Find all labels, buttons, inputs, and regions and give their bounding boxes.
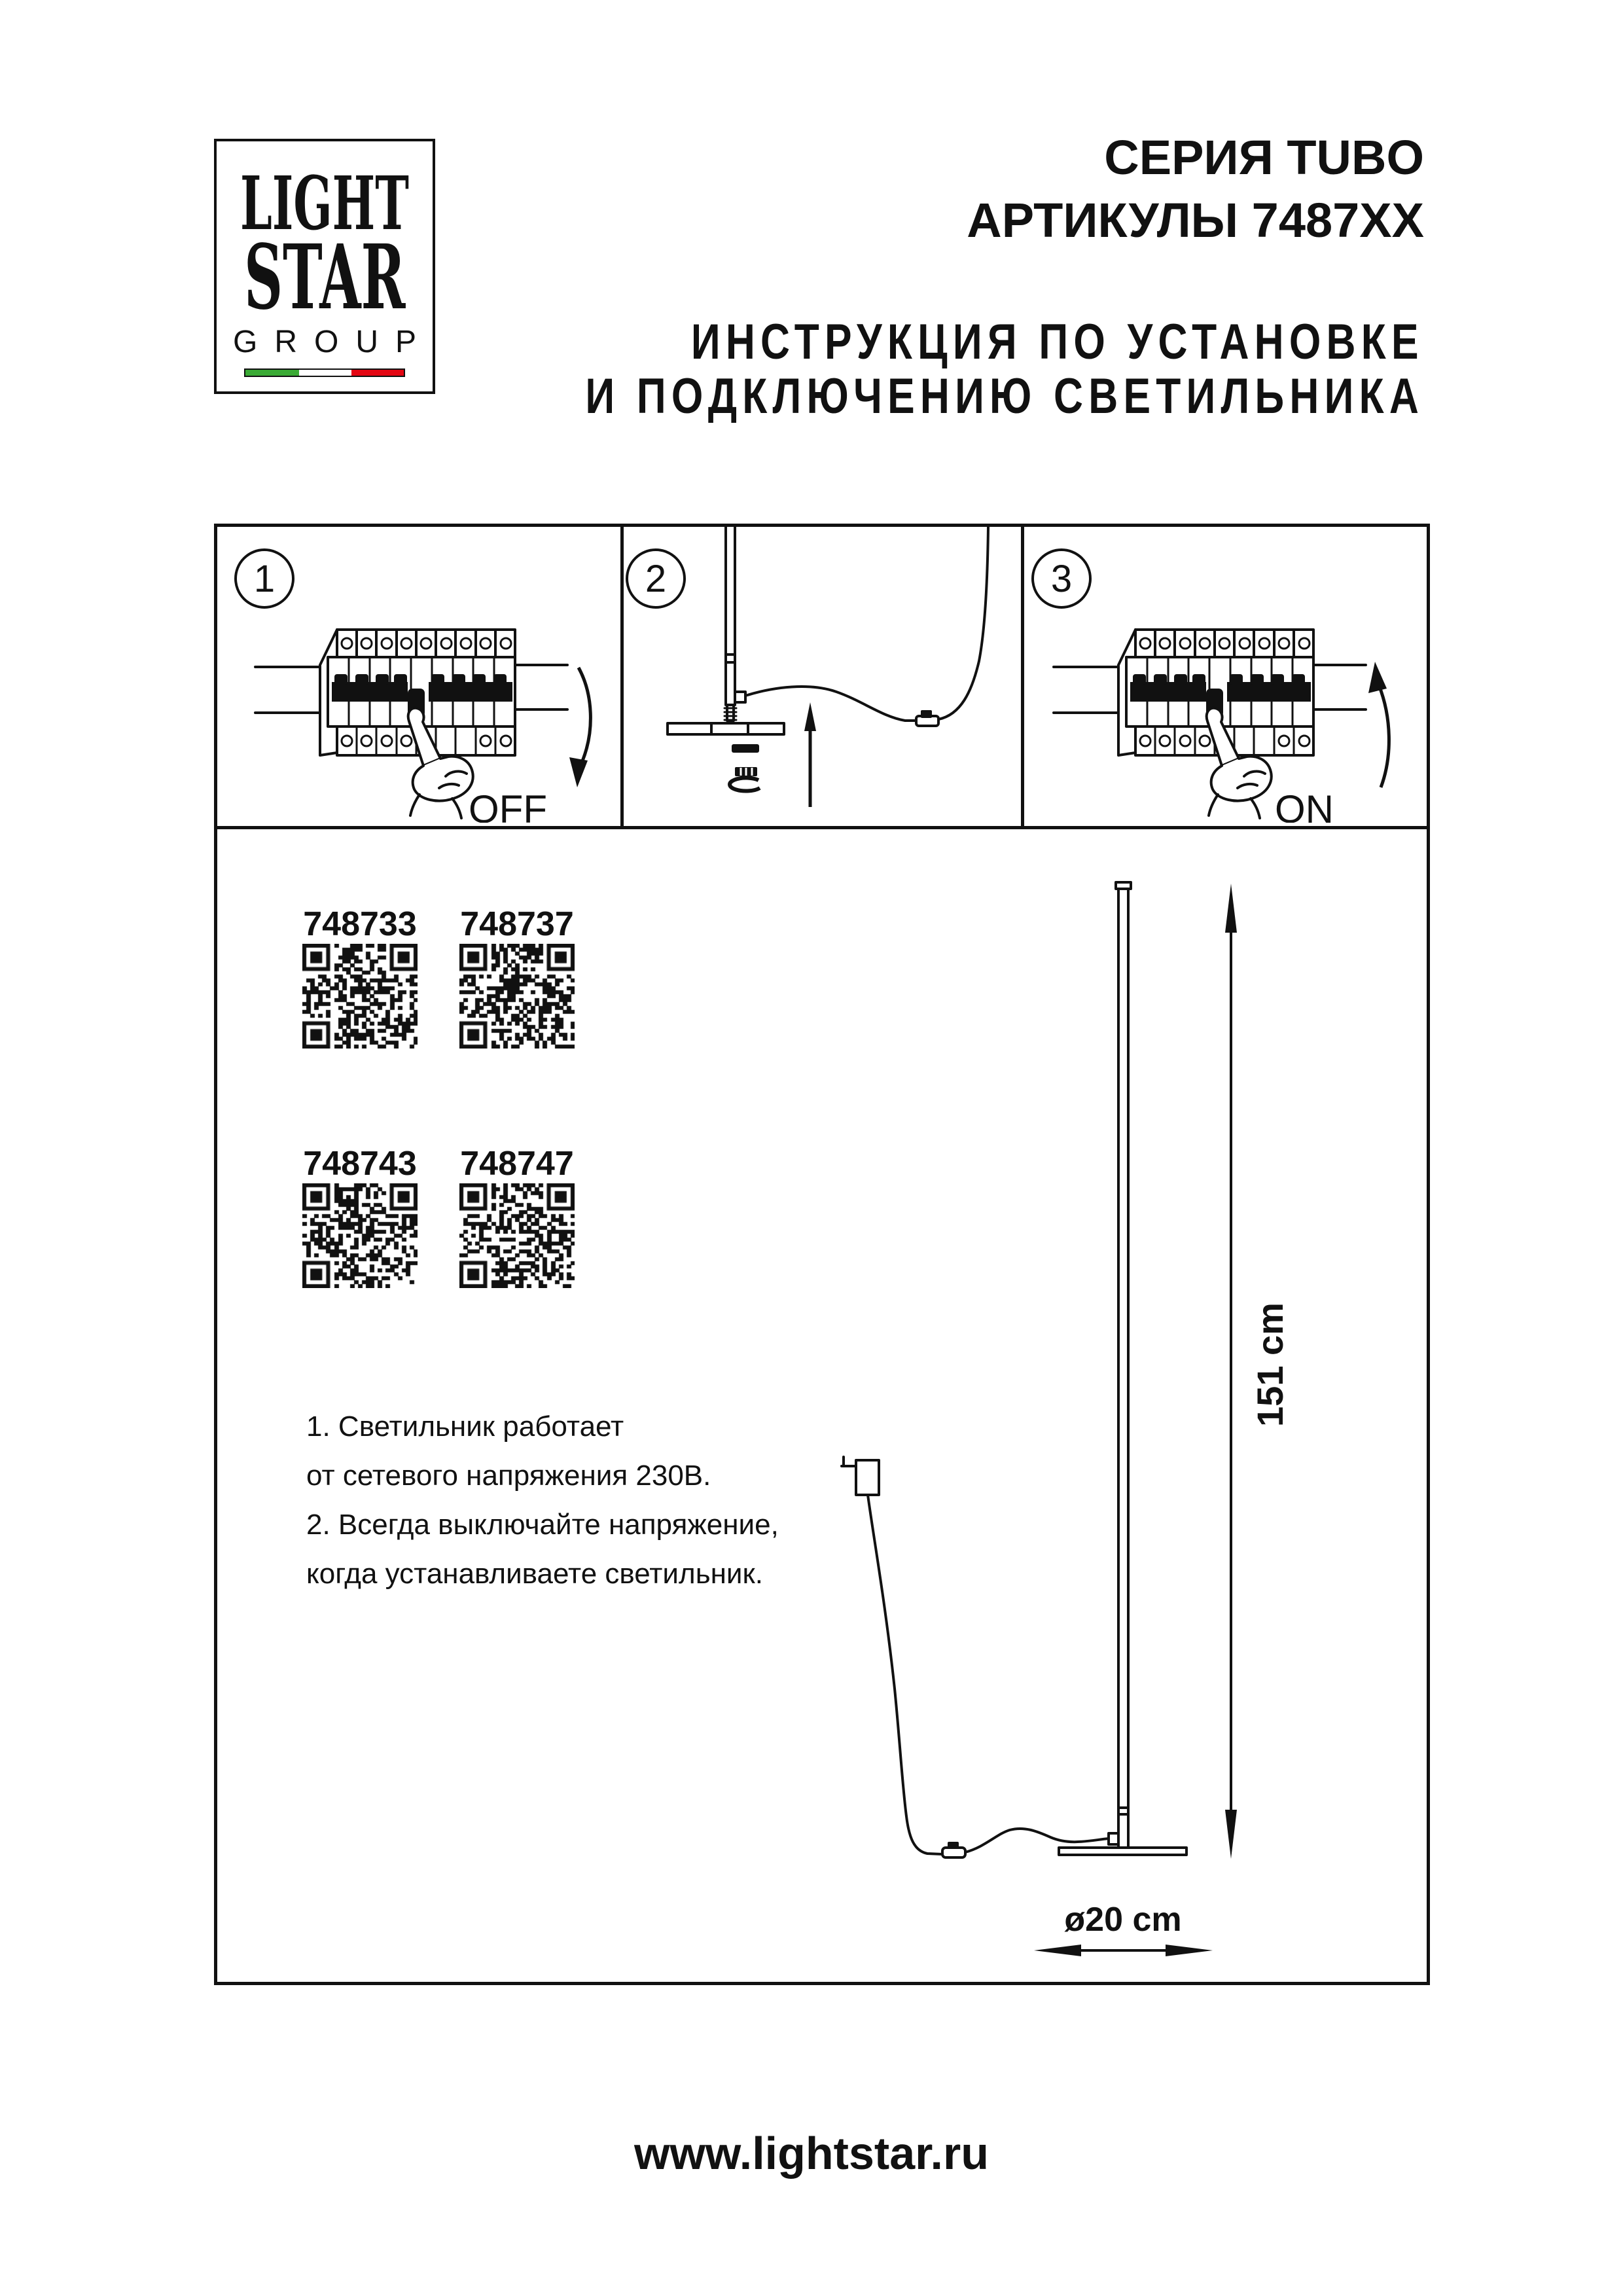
cord-connector xyxy=(1109,1833,1118,1844)
note-line-3: 2. Всегда выключайте напряжение, xyxy=(306,1509,779,1541)
logo-word-group: GROUP xyxy=(232,325,433,360)
step-3-breaker-on-illustration xyxy=(1024,527,1424,823)
qr-code-748733 xyxy=(302,944,418,1049)
floor-lamp-dimension-drawing xyxy=(821,870,1351,1957)
arrow-up-icon xyxy=(1379,685,1389,787)
plug xyxy=(856,1460,879,1495)
logo-word-light: LIGHT xyxy=(240,161,409,247)
dimension-arrow-right-icon xyxy=(1166,1945,1213,1956)
dimension-arrow-up-icon xyxy=(1225,884,1237,933)
article-code-748733: 748733 xyxy=(303,905,417,943)
safety-notes xyxy=(306,1402,779,1598)
mounting-nut xyxy=(732,744,759,753)
note-line-4: когда устанавливаете светильник. xyxy=(306,1558,763,1590)
base-plate xyxy=(1059,1848,1186,1855)
flag-green-stripe xyxy=(245,370,299,376)
arrow-up-icon xyxy=(804,702,816,731)
dimension-arrow-down-icon xyxy=(1225,1810,1237,1859)
series-title: СЕРИЯ TUBO xyxy=(1104,130,1424,185)
table-horizontal-divider xyxy=(214,826,1430,829)
step-2-assembly-illustration xyxy=(624,527,1018,823)
note-line-2: от сетевого напряжения 230В. xyxy=(306,1460,711,1492)
logo-word-star: STAR xyxy=(243,225,406,331)
article-code-748743: 748743 xyxy=(303,1145,417,1183)
step-1-breaker-off-illustration xyxy=(217,527,617,823)
flag-red-stripe xyxy=(351,370,404,376)
lamp-pole xyxy=(1118,889,1128,1848)
off-label: OFF xyxy=(469,787,547,823)
lightstar-logo xyxy=(214,139,435,394)
arrow-down-icon xyxy=(579,668,590,762)
step-1-badge: 1 xyxy=(234,548,294,609)
on-label: ON xyxy=(1275,787,1334,823)
instruction-title-line2: И ПОДКЛЮЧЕНИЮ СВЕТИЛЬНИКА xyxy=(585,368,1424,424)
qr-code-748743 xyxy=(302,1183,418,1288)
note-line-1: 1. Светильник работает xyxy=(306,1410,624,1443)
instruction-title-line1: ИНСТРУКЦИЯ ПО УСТАНОВКЕ xyxy=(691,314,1424,370)
article-code-748747: 748747 xyxy=(460,1145,574,1183)
diameter-dimension-label: ø20 cm xyxy=(1064,1901,1182,1939)
qr-code-748737 xyxy=(459,944,575,1049)
base-plate xyxy=(668,723,784,734)
dimension-arrow-left-icon xyxy=(1034,1945,1081,1956)
logo-italian-flag xyxy=(244,368,405,377)
step-2-badge: 2 xyxy=(626,548,686,609)
articles-title: АРТИКУЛЫ 7487XX xyxy=(967,193,1424,247)
step-3-badge: 3 xyxy=(1031,548,1092,609)
power-cord xyxy=(745,687,916,721)
lock-ring xyxy=(730,778,760,791)
lamp-pole xyxy=(726,527,735,705)
flag-white-stripe xyxy=(299,370,351,376)
article-code-748737: 748737 xyxy=(460,905,574,943)
website-url: www.lightstar.ru xyxy=(634,2128,989,2179)
inline-switch xyxy=(942,1848,965,1857)
height-dimension-label: 151 cm xyxy=(1249,1302,1291,1427)
qr-code-748747 xyxy=(459,1183,575,1288)
cord-connector xyxy=(735,692,745,702)
